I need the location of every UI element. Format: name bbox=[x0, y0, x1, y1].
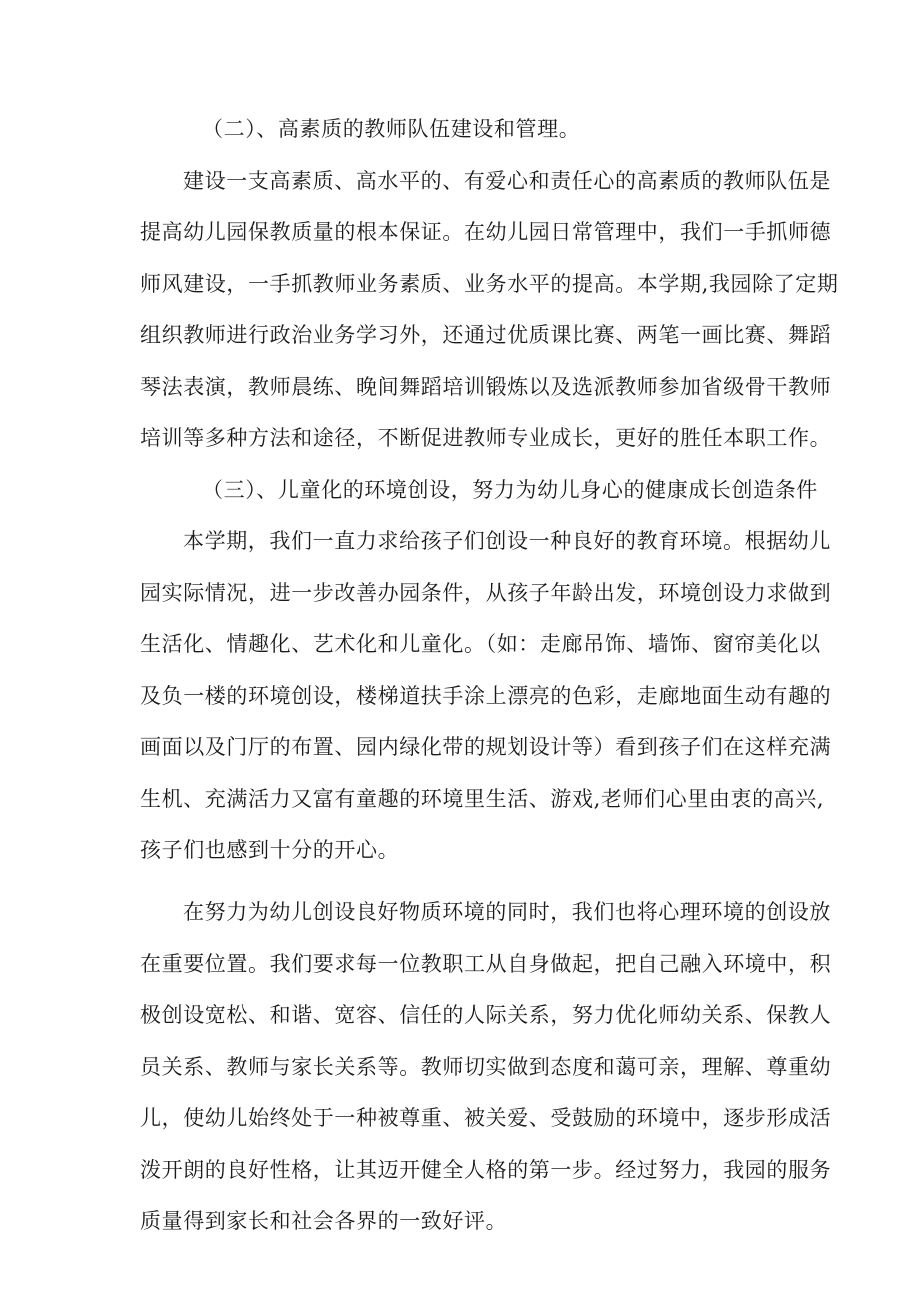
paragraph-line: 极创设宽松、和谐、宽容、信任的人际关系，努力优化师幼关系、保教人 bbox=[140, 1003, 832, 1027]
paragraph-line: 在努力为幼儿创设良好物质环境的同时，我们也将心理环境的创设放 bbox=[183, 900, 831, 924]
paragraph-line: 及负一楼的环境创设，楼梯道扶手涂上漂亮的色彩，走廊地面生动有趣的 bbox=[140, 684, 832, 708]
paragraph-line: 生活化、情趣化、艺术化和儿童化。（如：走廊吊饰、墙饰、窗帘美化以 bbox=[140, 632, 821, 656]
paragraph-line: 生机、充满活力又富有童趣的环境里生活、游戏,老师们心里由衷的高兴, bbox=[140, 787, 825, 811]
paragraph-line: 琴法表演，教师晨练、晚间舞蹈培训锻炼以及选派教师参加省级骨干教师 bbox=[140, 375, 832, 399]
paragraph-line: 提高幼儿园保教质量的根本保证。在幼儿园日常管理中，我们一手抓师德 bbox=[140, 220, 832, 244]
paragraph-line: 建设一支高素质、高水平的、有爱心和责任心的高素质的教师队伍是 bbox=[183, 169, 831, 193]
paragraph-line: 培训等多种方法和途径，不断促进教师专业成长，更好的胜任本职工作。 bbox=[140, 426, 832, 450]
paragraph-line: 师风建设，一手抓教师业务素质、业务水平的提高。本学期,我园除了定期 bbox=[140, 272, 839, 296]
paragraph-line: 在重要位置。我们要求每一位教职工从自身做起，把自己融入环境中，积 bbox=[140, 952, 832, 976]
paragraph-line: 画面以及门厅的布置、园内绿化带的规划设计等）看到孩子们在这样充满 bbox=[140, 735, 832, 759]
paragraph-line: 泼开朗的良好性格，让其迈开健全人格的第一步。经过努力，我园的服务 bbox=[140, 1158, 832, 1182]
paragraph-line: 孩子们也感到十分的开心。 bbox=[140, 838, 400, 862]
section-heading-3: （三）、儿童化的环境创设，努力为幼儿身心的健康成长创造条件 bbox=[202, 478, 818, 502]
paragraph-line: 儿，使幼儿始终处于一种被尊重、被关爱、受鼓励的环境中，逐步形成活 bbox=[140, 1106, 832, 1130]
paragraph-line: 本学期，我们一直力求给孩子们创设一种良好的教育环境。根据幼儿 bbox=[183, 529, 831, 553]
paragraph-line: 质量得到家长和社会各界的一致好评。 bbox=[140, 1209, 508, 1233]
paragraph-line: 园实际情况，进一步改善办园条件，从孩子年龄出发，环境创设力求做到 bbox=[140, 581, 832, 605]
paragraph-line: 组织教师进行政治业务学习外，还通过优质课比赛、两笔一画比赛、舞蹈 bbox=[140, 323, 832, 347]
paragraph-line: 员关系、教师与家长关系等。教师切实做到态度和蔼可亲，理解、尊重幼 bbox=[140, 1055, 832, 1079]
section-heading-2: （二）、高素质的教师队伍建设和管理。 bbox=[202, 117, 581, 141]
